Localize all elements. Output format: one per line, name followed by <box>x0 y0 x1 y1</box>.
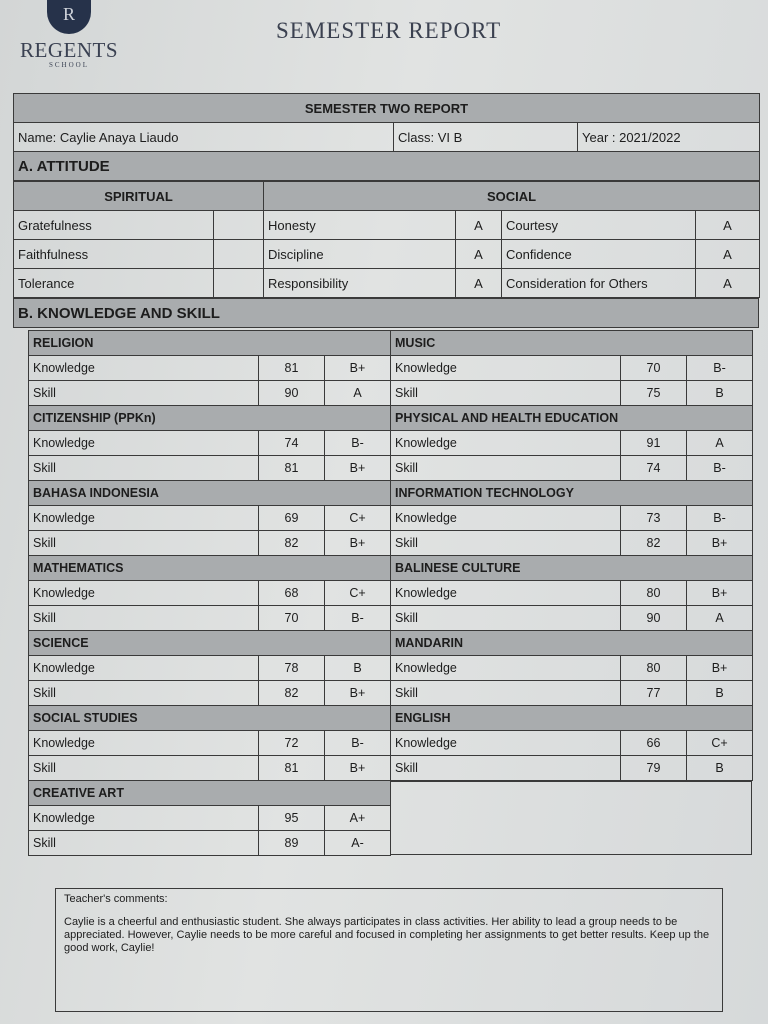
teacher-comments-box <box>55 888 723 1012</box>
social-item: Discipline <box>264 240 456 269</box>
knowledge-score: 72 <box>259 731 325 756</box>
knowledge-score: 74 <box>259 431 325 456</box>
knowledge-score: 68 <box>259 581 325 606</box>
subject-row-skill <box>391 381 753 406</box>
subject-row-knowledge <box>29 731 391 756</box>
subject-row-knowledge <box>391 431 753 456</box>
spiritual-grade <box>214 269 264 298</box>
social-grade: A <box>456 211 502 240</box>
skill-score: 81 <box>259 756 325 781</box>
skill-score: 77 <box>621 681 687 706</box>
skill-score: 81 <box>259 456 325 481</box>
skill-grade: B+ <box>325 531 391 556</box>
subject-row-skill <box>391 531 753 556</box>
knowledge-score: 80 <box>621 656 687 681</box>
skill-label: Skill <box>29 681 259 706</box>
social-item: Responsibility <box>264 269 456 298</box>
subject-header-music: MUSIC <box>391 331 753 356</box>
subject-row-knowledge <box>391 656 753 681</box>
spiritual-grade <box>214 211 264 240</box>
skill-grade: A <box>687 606 753 631</box>
skill-score: 82 <box>621 531 687 556</box>
social-header: SOCIAL <box>264 182 760 211</box>
knowledge-grade: B- <box>687 506 753 531</box>
skill-label: Skill <box>29 756 259 781</box>
skill-grade: A- <box>325 831 391 856</box>
social-grade: A <box>696 211 760 240</box>
subject-row-skill <box>391 756 753 781</box>
subject-header-social-studies: SOCIAL STUDIES <box>29 706 391 731</box>
attitude-row <box>14 211 760 240</box>
subject-row-knowledge <box>391 581 753 606</box>
skill-label: Skill <box>391 531 621 556</box>
subject-row-skill <box>391 606 753 631</box>
knowledge-score: 70 <box>621 356 687 381</box>
knowledge-grade: B- <box>325 431 391 456</box>
skill-label: Skill <box>29 381 259 406</box>
subject-row-skill <box>29 831 391 856</box>
subject-header-english: ENGLISH <box>391 706 753 731</box>
report-table <box>13 93 759 328</box>
skill-label: Skill <box>29 606 259 631</box>
subject-header-citizenship-ppkn: CITIZENSHIP (PPKn) <box>29 406 391 431</box>
school-logo <box>14 0 124 80</box>
knowledge-label: Knowledge <box>391 581 621 606</box>
subject-row-skill <box>29 531 391 556</box>
knowledge-grade: A <box>687 431 753 456</box>
social-grade: A <box>696 240 760 269</box>
skill-label: Skill <box>391 381 621 406</box>
knowledge-grade: C+ <box>687 731 753 756</box>
knowledge-score: 78 <box>259 656 325 681</box>
social-grade: A <box>696 269 760 298</box>
subject-header-balinese-culture: BALINESE CULTURE <box>391 556 753 581</box>
student-class: Class: VI B <box>394 123 578 152</box>
skill-score: 89 <box>259 831 325 856</box>
skill-grade: B <box>687 381 753 406</box>
comments-label: Teacher's comments: <box>64 893 168 905</box>
skill-score: 90 <box>259 381 325 406</box>
knowledge-label: Knowledge <box>29 356 259 381</box>
skill-label: Skill <box>29 531 259 556</box>
skill-grade: A <box>325 381 391 406</box>
empty-cell <box>390 781 752 855</box>
skill-score: 82 <box>259 681 325 706</box>
skill-grade: B- <box>325 606 391 631</box>
social-grade: A <box>456 269 502 298</box>
knowledge-score: 91 <box>621 431 687 456</box>
page-title: SEMESTER REPORT <box>276 18 502 43</box>
skill-label: Skill <box>29 456 259 481</box>
spiritual-item: Tolerance <box>14 269 214 298</box>
knowledge-grade: B- <box>325 731 391 756</box>
skill-grade: B <box>687 756 753 781</box>
subject-row-knowledge <box>29 581 391 606</box>
subject-header-religion: RELIGION <box>29 331 391 356</box>
subject-row-skill <box>391 681 753 706</box>
school-name: REGENTS <box>20 38 118 62</box>
subject-row-skill <box>391 456 753 481</box>
subject-row-skill <box>29 456 391 481</box>
social-item: Courtesy <box>502 211 696 240</box>
knowledge-score: 66 <box>621 731 687 756</box>
subjects-left-column <box>28 330 390 856</box>
social-item: Honesty <box>264 211 456 240</box>
skill-score: 82 <box>259 531 325 556</box>
social-item: Confidence <box>502 240 696 269</box>
subject-row-knowledge <box>29 656 391 681</box>
social-grade: A <box>456 240 502 269</box>
school-subtitle: SCHOOL <box>48 61 89 69</box>
subject-header-science: SCIENCE <box>29 631 391 656</box>
knowledge-score: 69 <box>259 506 325 531</box>
skill-grade: B+ <box>325 456 391 481</box>
knowledge-label: Knowledge <box>29 731 259 756</box>
crest-icon <box>47 0 91 34</box>
subject-row-knowledge <box>29 431 391 456</box>
subject-header-mandarin: MANDARIN <box>391 631 753 656</box>
subject-header-creative-art: CREATIVE ART <box>29 781 391 806</box>
skill-label: Skill <box>391 606 621 631</box>
subject-header-bahasa-indonesia: BAHASA INDONESIA <box>29 481 391 506</box>
subject-row-knowledge <box>391 731 753 756</box>
knowledge-label: Knowledge <box>29 656 259 681</box>
skill-score: 75 <box>621 381 687 406</box>
subject-row-skill <box>29 606 391 631</box>
subject-row-knowledge <box>391 356 753 381</box>
knowledge-title: B. KNOWLEDGE AND SKILL <box>14 299 759 328</box>
knowledge-label: Knowledge <box>29 431 259 456</box>
comments-text: Caylie is a cheerful and enthusiastic student. She always participates in class activities. Her ability to lead a group needs to be appreciated. However, Caylie needs to be more careful and focused in completing her assignments to get better results. Keep up the good work, Caylie! <box>64 916 710 954</box>
spiritual-item: Faithfulness <box>14 240 214 269</box>
spiritual-grade <box>214 240 264 269</box>
knowledge-grade: B <box>325 656 391 681</box>
subject-header-information-technology: INFORMATION TECHNOLOGY <box>391 481 753 506</box>
skill-label: Skill <box>391 456 621 481</box>
subject-row-skill <box>29 681 391 706</box>
subject-header-physical-and-health-education: PHYSICAL AND HEALTH EDUCATION <box>391 406 753 431</box>
skill-grade: B+ <box>325 756 391 781</box>
knowledge-score: 73 <box>621 506 687 531</box>
subject-row-knowledge <box>29 506 391 531</box>
subject-row-knowledge <box>391 506 753 531</box>
knowledge-score: 81 <box>259 356 325 381</box>
knowledge-score: 95 <box>259 806 325 831</box>
social-item: Consideration for Others <box>502 269 696 298</box>
knowledge-label: Knowledge <box>391 506 621 531</box>
skill-score: 74 <box>621 456 687 481</box>
student-name: Name: Caylie Anaya Liaudo <box>14 123 394 152</box>
skill-score: 70 <box>259 606 325 631</box>
attitude-title: A. ATTITUDE <box>14 152 760 181</box>
knowledge-grade: B+ <box>687 656 753 681</box>
knowledge-label: Knowledge <box>29 806 259 831</box>
skill-grade: B+ <box>687 531 753 556</box>
skill-grade: B+ <box>325 681 391 706</box>
skill-label: Skill <box>391 681 621 706</box>
skill-grade: B- <box>687 456 753 481</box>
knowledge-grade: C+ <box>325 506 391 531</box>
skill-grade: B <box>687 681 753 706</box>
spiritual-item: Gratefulness <box>14 211 214 240</box>
subjects-grid <box>28 330 752 856</box>
spiritual-header: SPIRITUAL <box>14 182 264 211</box>
skill-score: 90 <box>621 606 687 631</box>
knowledge-label: Knowledge <box>391 656 621 681</box>
subjects-right-column <box>390 330 752 856</box>
attitude-row <box>14 269 760 298</box>
knowledge-grade: C+ <box>325 581 391 606</box>
skill-score: 79 <box>621 756 687 781</box>
knowledge-label: Knowledge <box>391 431 621 456</box>
skill-label: Skill <box>29 831 259 856</box>
knowledge-grade: B+ <box>325 356 391 381</box>
knowledge-label: Knowledge <box>29 581 259 606</box>
student-year: Year : 2021/2022 <box>578 123 760 152</box>
subject-row-knowledge <box>29 806 391 831</box>
crest-letter: R <box>62 4 75 24</box>
knowledge-grade: B- <box>687 356 753 381</box>
knowledge-label: Knowledge <box>391 731 621 756</box>
attitude-row <box>14 240 760 269</box>
subject-row-knowledge <box>29 356 391 381</box>
knowledge-grade: B+ <box>687 581 753 606</box>
knowledge-label: Knowledge <box>29 506 259 531</box>
knowledge-label: Knowledge <box>391 356 621 381</box>
subject-row-skill <box>29 756 391 781</box>
subject-row-skill <box>29 381 391 406</box>
subject-header-mathematics: MATHEMATICS <box>29 556 391 581</box>
skill-label: Skill <box>391 756 621 781</box>
knowledge-score: 80 <box>621 581 687 606</box>
report-heading: SEMESTER TWO REPORT <box>14 94 760 123</box>
knowledge-grade: A+ <box>325 806 391 831</box>
